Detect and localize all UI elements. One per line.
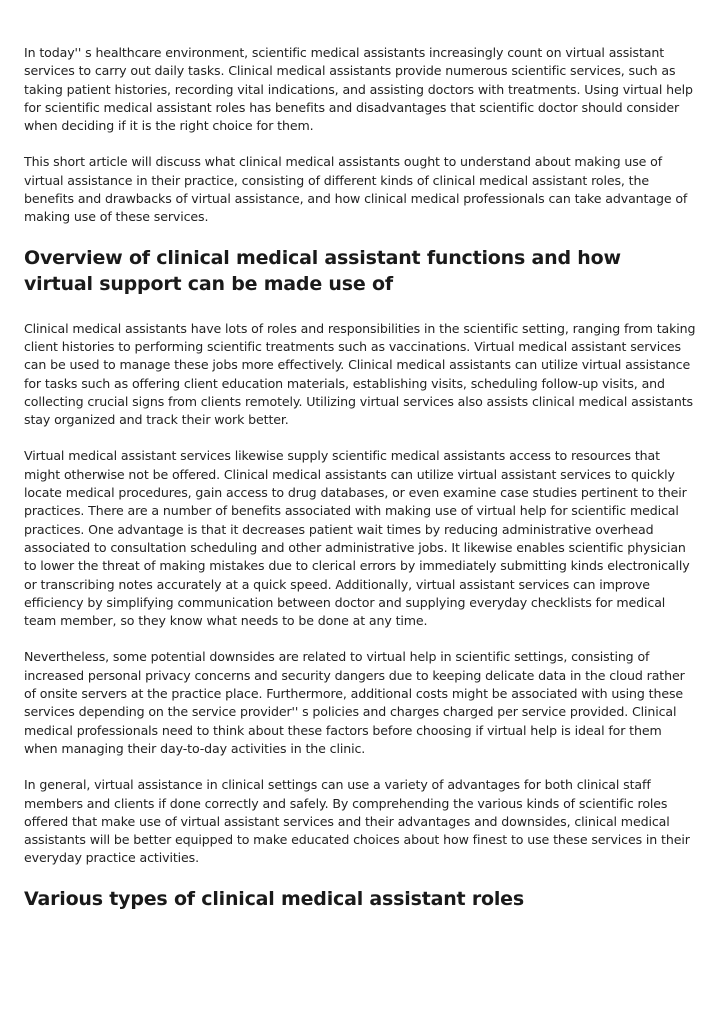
intro-paragraph-2: This short article will discuss what clinical medical assistants ought to understand about making use of virtual assistance in their practice, consisting of different kinds of clinical medical assistant roles, the benefits and drawbacks of virtual assistance, and how clinical medical professionals can take advantage of making use of these services. [24, 154, 688, 225]
intro-paragraph-1: In today'' s healthcare environment, scientific medical assistants increasingly count on virtual assistant services to carry out daily tasks. Clinical medical assistants provide numerous scientific services, such as taking patient histories, recording vital indications, and assisting doctors with treatments. Using virtual help for scientific medical assistant roles has benefits and disadvantages that scientific doctor should consider when deciding if it is the right choice for them. [24, 45, 693, 134]
section-1-paragraph-3: Nevertheless, some potential downsides are related to virtual help in scientific settings, consisting of increased personal privacy concerns and security dangers due to keeping delicate data in the cloud rather of onsite servers at the practice place. Furthermore, additional costs might be associated with using these services depending on the service provider'' s policies and charges charged per service provided. Clinical medical professionals need to think about these factors before choosing if virtual help is ideal for them when managing their day-to-day activities in the clinic. [24, 649, 685, 756]
section-1-paragraph-4: In general, virtual assistance in clinical settings can use a variety of advantages for both clinical staff members and clients if done correctly and safely. By comprehending the various kinds of scientific roles offered that make use of virtual assistant services and their advantages and downsides, clinical medical assistants will be better equipped to make educated choices about how finest to use these services in their everyday practice activities. [24, 777, 690, 866]
section-heading-overview: Overview of clinical medical assistant functions and how virtual support can be made use of [24, 246, 621, 296]
section-heading-roles: Various types of clinical medical assistant roles [24, 887, 524, 910]
article-body [24, 44, 696, 934]
section-1-paragraph-2: Virtual medical assistant services likewise supply scientific medical assistants access to resources that might otherwise not be offered. Clinical medical assistants can utilize virtual assistant services to quickly locate medical procedures, gain access to drug databases, or even examine case studies pertinent to their practices. There are a number of benefits associated with making use of virtual help for scientific medical practices. One advantage is that it decreases patient wait times by reducing administrative overhead associated to consultation scheduling and other administrative jobs. It likewise enables scientific physician to lower the threat of making mistakes due to clerical errors by immediately submitting kinds electronically or transcribing notes accurately at a quick speed. Additionally, virtual assistant services can improve efficiency by simplifying communication between doctor and supplying everyday checklists for medical team member, so they know what needs to be done at any time. [24, 448, 690, 629]
section-1-paragraph-1: Clinical medical assistants have lots of roles and responsibilities in the scientific setting, ranging from taking client histories to performing scientific treatments such as vaccinations. Virtual medical assistant services can be used to manage these jobs more effectively. Clinical medical assistants can utilize virtual assistance for tasks such as offering client education materials, establishing visits, scheduling follow-up visits, and collecting crucial signs from clients remotely. Utilizing virtual services also assists clinical medical assistants stay organized and track their work better. [24, 320, 696, 428]
